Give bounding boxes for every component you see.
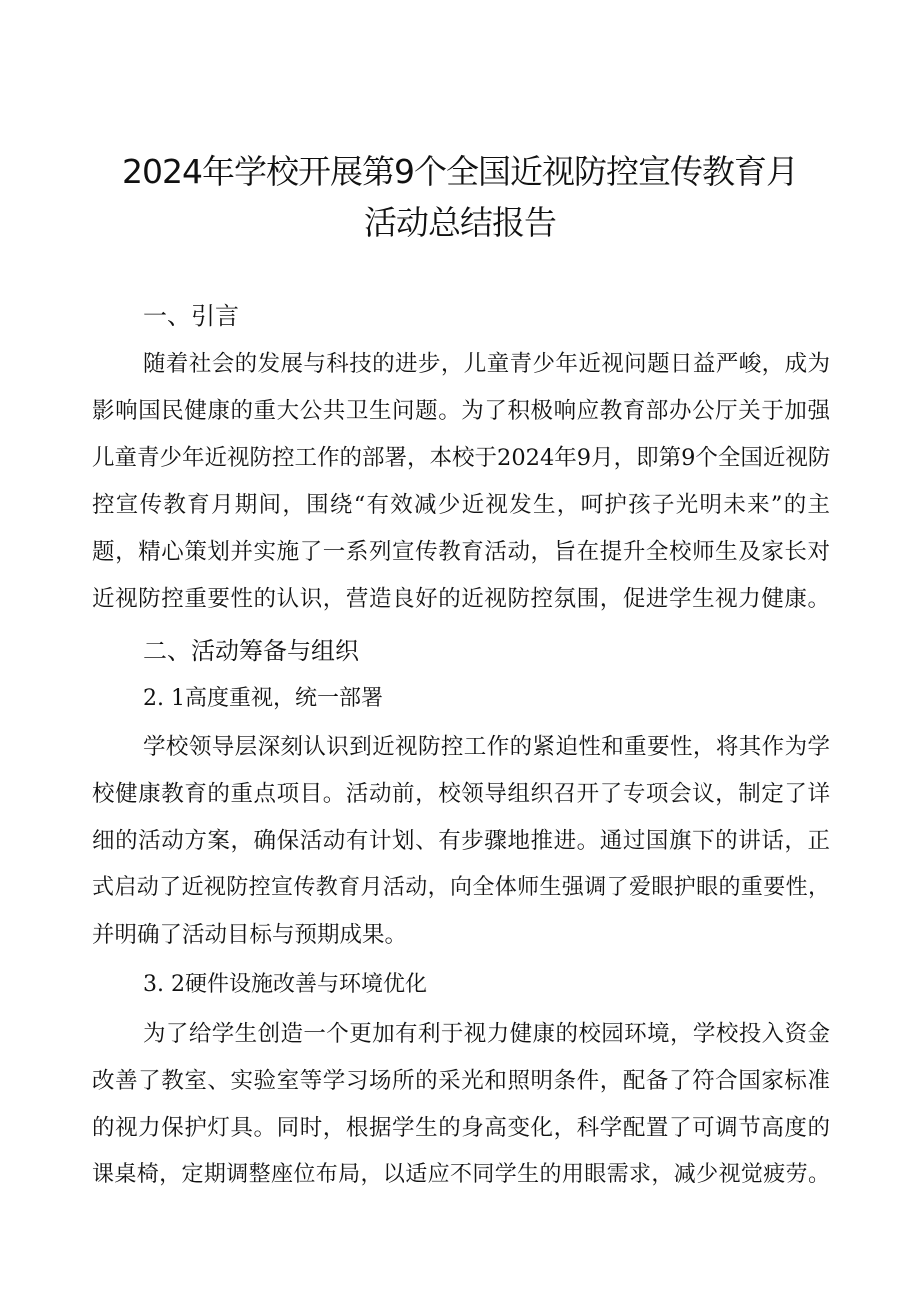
paragraph-line: 细的活动方案，确保活动有计划、有步骤地推进。通过国旗下的讲话，正 bbox=[92, 828, 830, 854]
paragraph-line: 影响国民健康的重大公共卫生问题。为了积极响应教育部办公厅关于加强 bbox=[92, 398, 830, 424]
document-title-line-2: 活动总结报告 bbox=[364, 203, 556, 242]
section-1-heading: 一、引言 bbox=[143, 302, 239, 330]
paragraph-line: 学校领导层深刻认识到近视防控工作的紧迫性和重要性，将其作为学 bbox=[143, 734, 830, 760]
paragraph-line: 控宣传教育月期间，围绕“有效减少近视发生，呵护孩子光明未来”的主 bbox=[92, 492, 830, 518]
document-title-line-1: 2024年学校开展第9个全国近视防控宣传教育月 bbox=[122, 152, 798, 191]
paragraph-line: 并明确了活动目标与预期成果。 bbox=[92, 922, 408, 948]
subsection-2-1-heading: 2. 1高度重视，统一部署 bbox=[143, 686, 383, 711]
paragraph-line: 题，精心策划并实施了一系列宣传教育活动，旨在提升全校师生及家长对 bbox=[92, 539, 830, 565]
paragraph-line: 儿童青少年近视防控工作的部署，本校于2024年9月，即第9个全国近视防 bbox=[92, 445, 831, 471]
paragraph-line: 改善了教室、实验室等学习场所的采光和照明条件，配备了符合国家标准 bbox=[92, 1068, 830, 1094]
section-2-heading: 二、活动筹备与组织 bbox=[143, 637, 359, 665]
paragraph-line: 为了给学生创造一个更加有利于视力健康的校园环境，学校投入资金 bbox=[143, 1021, 830, 1047]
paragraph-line: 随着社会的发展与科技的进步，儿童青少年近视问题日益严峻，成为 bbox=[143, 351, 830, 377]
paragraph-line: 式启动了近视防控宣传教育月活动，向全体师生强调了爱眼护眼的重要性， bbox=[92, 875, 830, 900]
paragraph-line: 课桌椅，定期调整座位布局，以适应不同学生的用眼需求，减少视觉疲劳。 bbox=[92, 1162, 830, 1187]
paragraph-line: 校健康教育的重点项目。活动前，校领导组织召开了专项会议，制定了详 bbox=[92, 781, 830, 807]
paragraph-line: 的视力保护灯具。同时，根据学生的身高变化，科学配置了可调节高度的 bbox=[92, 1115, 830, 1141]
subsection-3-2-heading: 3. 2硬件设施改善与环境优化 bbox=[143, 972, 427, 997]
paragraph-line: 近视防控重要性的认识，营造良好的近视防控氛围，促进学生视力健康。 bbox=[92, 586, 830, 612]
